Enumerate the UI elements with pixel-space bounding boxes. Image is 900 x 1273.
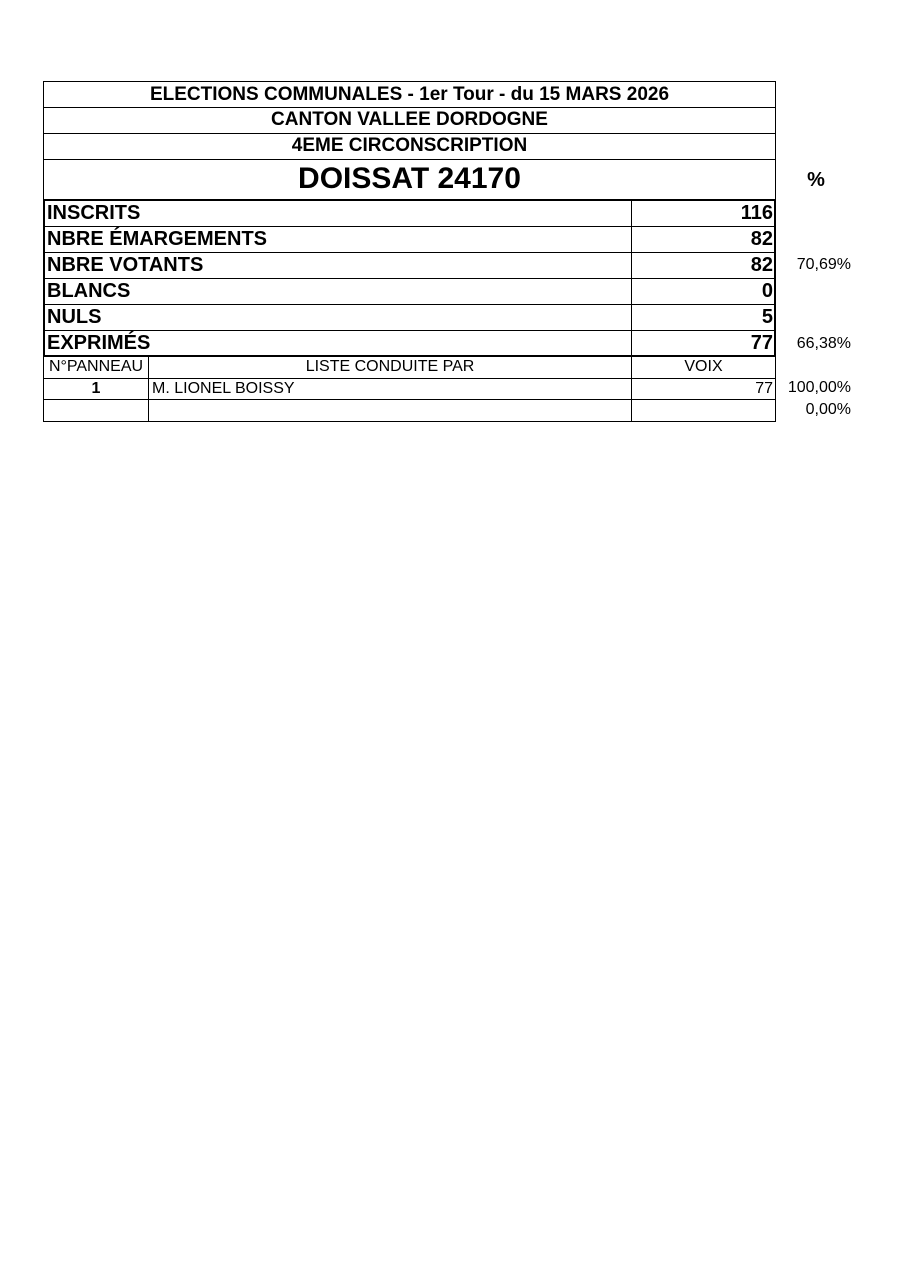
stat-label: NBRE VOTANTS [43,252,632,279]
percent-column-header: % [807,169,825,191]
stat-value: 82 [750,228,773,250]
stat-row-nuls [43,304,776,331]
candidate-panneau [44,400,149,421]
stat-label: BLANCS [43,278,632,305]
stat-label: NBRE ÉMARGEMENTS [43,226,632,253]
commune-title: DOISSAT 24170 [43,159,776,200]
candidate-percent: 100,00% [787,379,851,396]
circonscription-title: 4EME CIRCONSCRIPTION [43,133,776,160]
stat-value: 116 [740,202,773,224]
exprimes-percent: 66,38% [796,335,851,352]
canton-title: CANTON VALLEE DORDOGNE [43,107,776,134]
stat-row-votants [43,252,776,279]
candidate-voix [632,400,775,421]
stat-label: NULS [43,304,632,331]
election-title: ELECTIONS COMMUNALES - 1er Tour - du 15 MARS 2026 [43,81,776,108]
stat-value: 5 [761,306,773,328]
column-header-liste: LISTE CONDUITE PAR [149,357,632,378]
column-header-panneau: N°PANNEAU [44,357,149,378]
candidate-percent: 0,00% [805,401,851,418]
stat-value: 77 [750,332,773,354]
stat-row-blancs [43,278,776,305]
candidate-voix: 77 [755,380,773,397]
stat-value: 0 [761,280,773,302]
stat-label: EXPRIMÉS [43,330,632,357]
table-row [44,400,775,421]
candidates-table [43,357,776,422]
stat-row-emargements [43,226,776,253]
candidate-name [149,400,632,421]
candidate-panneau: 1 [44,378,149,399]
column-header-voix: VOIX [684,358,723,375]
stat-row-exprimes [43,330,776,357]
candidates-header-row [44,357,775,378]
stat-row-inscrits [43,200,776,227]
stat-value: 82 [750,254,773,276]
votants-percent: 70,69% [796,256,851,273]
table-row [44,378,775,399]
candidate-name: M. LIONEL BOISSY [149,378,632,399]
stat-label: INSCRITS [43,200,632,227]
